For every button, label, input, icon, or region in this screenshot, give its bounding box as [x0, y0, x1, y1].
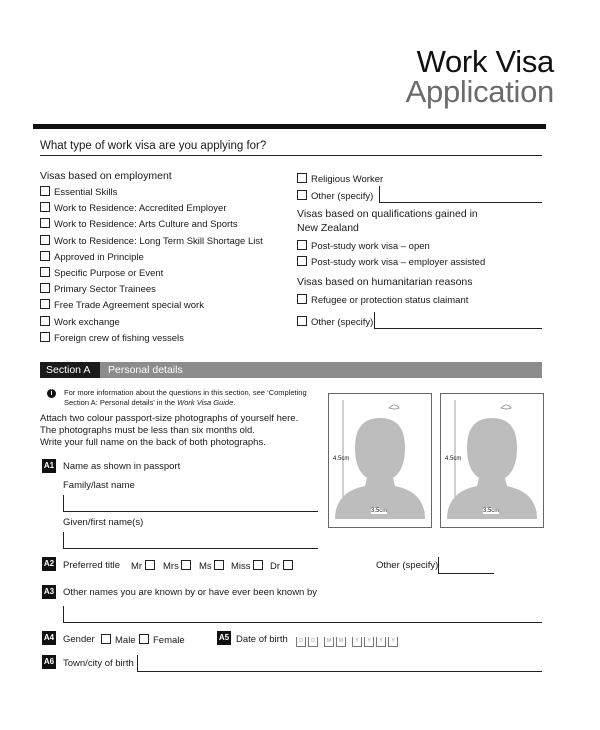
section-label: Section A	[40, 362, 100, 378]
checkbox[interactable]	[101, 634, 111, 644]
checkbox[interactable]	[297, 173, 307, 183]
qualification-heading-line1: Visas based on qualifications gained in	[297, 208, 478, 220]
photo-height-label: 4.5cm	[445, 456, 462, 462]
photo-instructions: Attach two colour passport-size photographs of yourself here. The photographs must be less than six months old. Write your full name on the back of both photographs.	[40, 413, 299, 448]
title-other-field[interactable]	[438, 557, 494, 574]
date-digit-box[interactable]: M	[336, 637, 346, 647]
checkbox[interactable]	[40, 267, 50, 277]
other-names-label: Other names you are known by or have ever been known by	[63, 587, 318, 598]
checkbox[interactable]	[40, 332, 50, 342]
family-name-label: Family/last name	[63, 480, 135, 491]
checkbox[interactable]	[297, 256, 307, 266]
qualification-heading-line2: New Zealand	[297, 222, 359, 234]
gender-option-male[interactable]: Male	[101, 634, 136, 646]
date-of-birth-label: Date of birth	[236, 634, 288, 645]
employment-heading: Visas based on employment	[40, 170, 172, 182]
checkbox[interactable]	[40, 283, 50, 293]
photo-box-2	[440, 393, 544, 528]
visa-option[interactable]: Essential Skills	[40, 186, 263, 202]
family-name-field[interactable]	[63, 495, 318, 512]
question-number-a4: A4	[42, 631, 56, 645]
date-digit-box[interactable]: Y	[388, 637, 398, 647]
visa-option-poststudy-open[interactable]: Post-study work visa – open	[297, 240, 430, 252]
date-digit-box[interactable]: M	[324, 637, 334, 647]
given-name-label: Given/first name(s)	[63, 517, 144, 528]
checkbox[interactable]	[40, 186, 50, 196]
question-number-a5: A5	[217, 631, 231, 645]
visa-option[interactable]: Work to Residence: Long Term Skill Shortage List	[40, 235, 263, 251]
checkbox[interactable]	[40, 235, 50, 245]
gender-option-female[interactable]: Female	[139, 634, 185, 646]
other-specify-field[interactable]	[379, 186, 542, 203]
checkbox[interactable]	[40, 202, 50, 212]
date-digit-box[interactable]: Y	[352, 637, 362, 647]
checkbox[interactable]	[40, 251, 50, 261]
other-humanitarian-field[interactable]	[374, 312, 542, 329]
question-number-a6: A6	[42, 655, 56, 669]
checkbox[interactable]	[40, 316, 50, 326]
date-of-birth-field[interactable]	[296, 637, 398, 647]
visa-type-question: What type of work visa are you applying for?	[40, 140, 267, 152]
question-number-a3: A3	[42, 585, 56, 599]
visa-option[interactable]: Work to Residence: Accredited Employer	[40, 202, 263, 218]
town-of-birth-field[interactable]	[137, 655, 542, 672]
date-digit-box[interactable]: D	[308, 637, 318, 647]
question-rule	[40, 155, 542, 156]
checkbox[interactable]	[40, 299, 50, 309]
title-option-mr[interactable]: Mr	[131, 560, 159, 572]
form-title: Work Visa	[416, 44, 554, 79]
info-icon: i	[47, 389, 56, 398]
checkbox[interactable]	[297, 294, 307, 304]
question-number-a2: A2	[42, 557, 56, 571]
date-digit-box[interactable]: Y	[364, 637, 374, 647]
photo-height-label: 4.5cm	[333, 456, 350, 462]
title-option-dr[interactable]: Dr	[270, 560, 297, 572]
visa-option[interactable]: Work to Residence: Arts Culture and Sports	[40, 218, 263, 234]
visa-option[interactable]: Work exchange	[40, 316, 263, 332]
checkbox[interactable]	[283, 560, 293, 570]
checkbox[interactable]	[253, 560, 263, 570]
photo-box-1	[328, 393, 432, 528]
name-in-passport-label: Name as shown in passport	[63, 461, 181, 472]
checkbox[interactable]	[297, 316, 307, 326]
photo-width-label: 3.5cm	[483, 508, 500, 514]
title-other-label: Other (specify)	[376, 560, 439, 571]
info-note: For more information about the questions in this section, see ‘Completing Section A: Personal details’ in the Work Visa Guide.	[64, 388, 307, 407]
checkbox[interactable]	[297, 190, 307, 200]
visa-option[interactable]: Free Trade Agreement special work	[40, 299, 263, 315]
visa-option-refugee[interactable]: Refugee or protection status claimant	[297, 294, 468, 306]
employment-options	[40, 186, 263, 348]
photo-width-label: 3.5cm	[371, 508, 388, 514]
preferred-title-label: Preferred title	[63, 560, 121, 571]
visa-option-poststudy-employer[interactable]: Post-study work visa – employer assisted	[297, 256, 485, 268]
checkbox[interactable]	[297, 240, 307, 250]
visa-option[interactable]: Primary Sector Trainees	[40, 283, 263, 299]
humanitarian-heading: Visas based on humanitarian reasons	[297, 276, 473, 288]
checkbox[interactable]	[214, 560, 224, 570]
visa-option-other[interactable]: Other (specify)	[297, 190, 373, 202]
visa-option[interactable]: Specific Purpose or Event	[40, 267, 263, 283]
checkbox[interactable]	[181, 560, 191, 570]
date-digit-box[interactable]: D	[296, 637, 306, 647]
checkbox[interactable]	[40, 218, 50, 228]
checkbox[interactable]	[139, 634, 149, 644]
visa-option[interactable]: Foreign crew of fishing vessels	[40, 332, 263, 348]
checkbox[interactable]	[145, 560, 155, 570]
gender-label: Gender	[63, 634, 95, 645]
visa-option-other-humanitarian[interactable]: Other (specify)	[297, 316, 373, 328]
title-option-ms[interactable]: Ms	[199, 560, 228, 572]
section-title: Personal details	[108, 364, 183, 376]
title-option-miss[interactable]: Miss	[231, 560, 267, 572]
given-name-field[interactable]	[63, 532, 318, 549]
other-names-field[interactable]	[63, 606, 542, 623]
visa-option[interactable]: Approved in Principle	[40, 251, 263, 267]
town-of-birth-label: Town/city of birth	[63, 658, 134, 669]
visa-option-religious[interactable]: Religious Worker	[297, 173, 383, 185]
date-digit-box[interactable]: Y	[376, 637, 386, 647]
form-subtitle: Application	[405, 74, 554, 109]
question-number-a1: A1	[42, 459, 56, 473]
header-rule	[33, 124, 546, 129]
title-option-mrs[interactable]: Mrs	[163, 560, 195, 572]
